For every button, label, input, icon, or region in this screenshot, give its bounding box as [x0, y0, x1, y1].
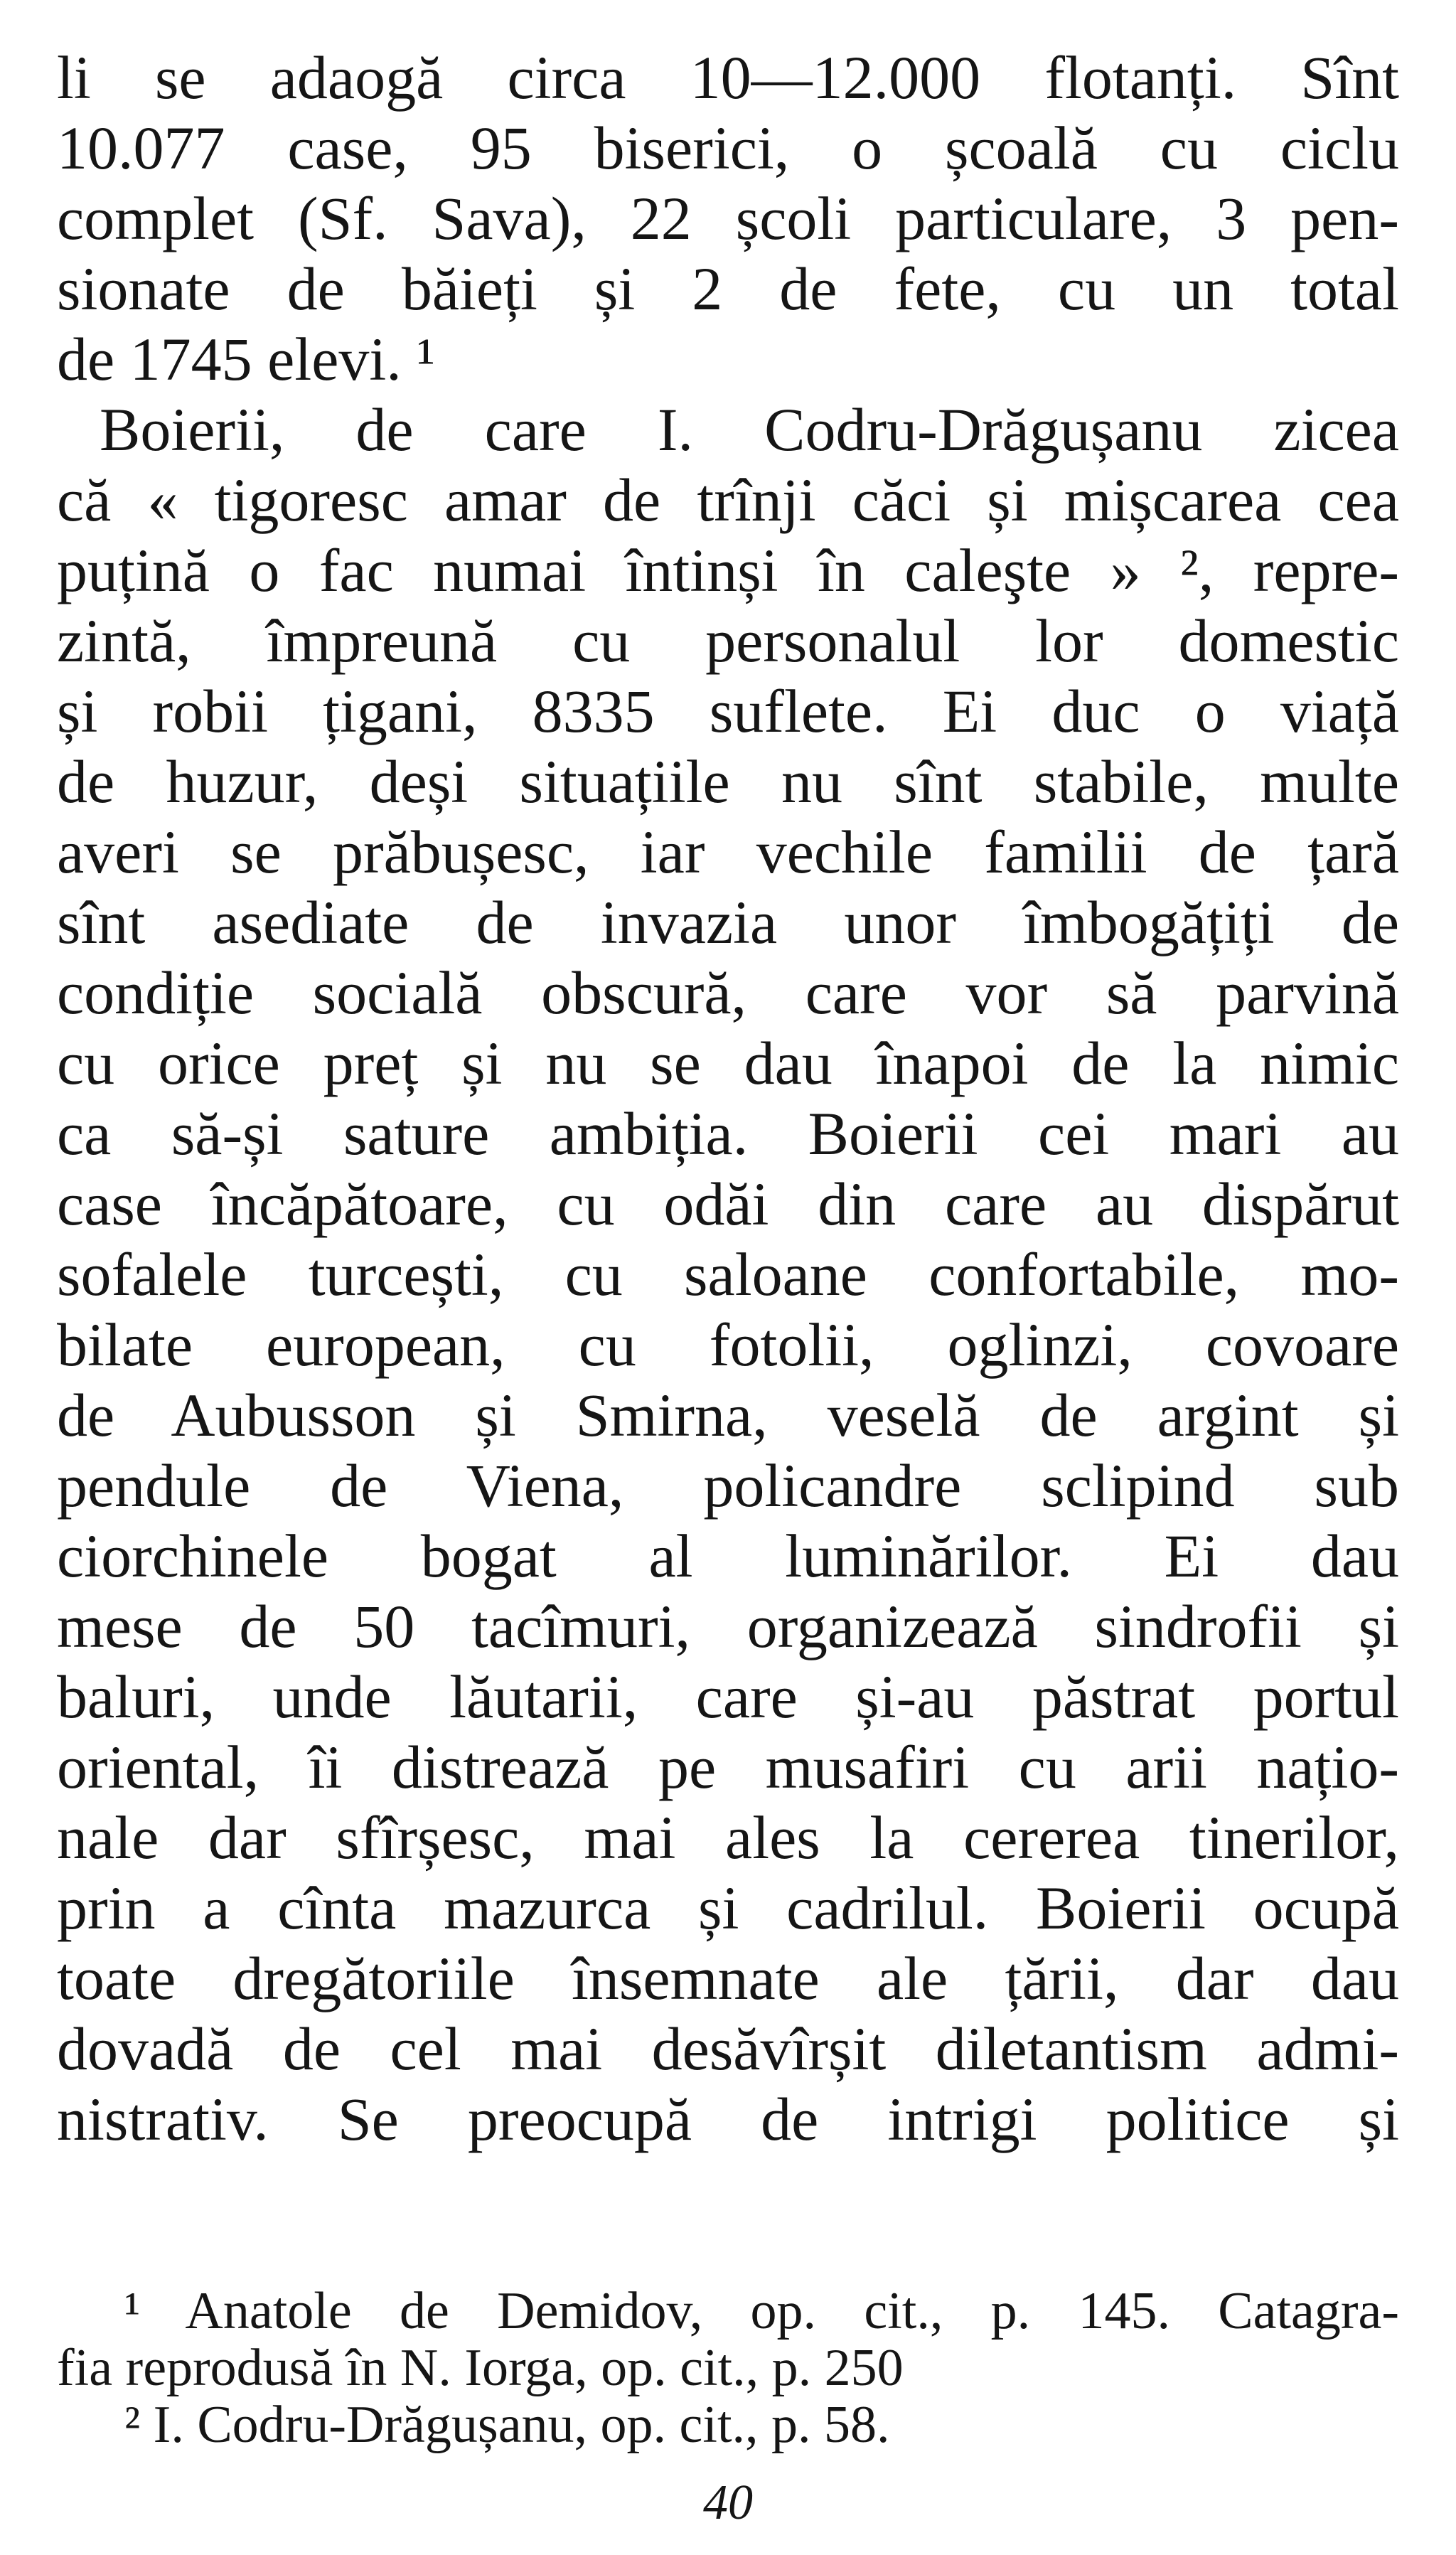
body-line-12: averi se prăbușesc, iar vechile familii de țară — [57, 818, 1399, 886]
body-line-15: cu orice preț și nu se dau înapoi de la nimic — [57, 1029, 1399, 1097]
footnote-line-2: fia reprodusă în N. Iorga, op. cit., p. 250 — [57, 2339, 904, 2397]
body-line-29: dovadă de cel mai desăvîrșit diletantism admi- — [57, 2015, 1399, 2083]
body-line-26: nale dar sfîrșesc, mai ales la cererea tinerilor, — [57, 1803, 1399, 1872]
body-line-22: ciorchinele bogat al luminărilor. Ei dau — [57, 1522, 1399, 1590]
body-line-6: Boierii, de care I. Codru-Drăgușanu zicea — [100, 395, 1399, 464]
body-line-16: ca să-și sature ambiția. Boierii cei mari au — [57, 1099, 1399, 1168]
body-line-27: prin a cînta mazurca și cadrilul. Boierii ocupă — [57, 1874, 1399, 1942]
body-line-25: oriental, îi distrează pe musafiri cu arii națio- — [57, 1733, 1399, 1801]
body-line-3: complet (Sf. Sava), 22 școli particulare, 3 pen- — [57, 184, 1399, 252]
page-number: 40 — [703, 2475, 753, 2530]
body-line-30: nistrativ. Se preocupă de intrigi politice și — [57, 2085, 1399, 2153]
body-line-11: de huzur, deși situațiile nu sînt stabile, multe — [57, 747, 1399, 816]
body-line-18: sofalele turcești, cu saloane confortabile, mo- — [57, 1240, 1399, 1308]
body-line-14: condiție socială obscură, care vor să parvină — [57, 959, 1399, 1027]
body-line-17: case încăpătoare, cu odăi din care au dispărut — [57, 1170, 1399, 1238]
body-line-9: zintă, împreună cu personalul lor domestic — [57, 607, 1399, 675]
body-line-5: de 1745 elevi. ¹ — [57, 325, 436, 393]
footnote-line-1: ¹ Anatole de Demidov, op. cit., p. 145. Catagra- — [124, 2282, 1399, 2340]
body-line-7: că « tigoresc amar de trînji căci și mișcarea cea — [57, 466, 1399, 534]
footnotes — [57, 2283, 1399, 2453]
book-page — [57, 43, 1399, 2530]
body-line-28: toate dregătoriile însemnate ale țării, dar dau — [57, 1944, 1399, 2012]
footnote-line-3: ² I. Codru-Drăgușanu, op. cit., p. 58. — [124, 2396, 890, 2454]
body-line-10: și robii țigani, 8335 suflete. Ei duc o viață — [57, 677, 1399, 745]
body-line-2: 10.077 case, 95 biserici, o școală cu ciclu — [57, 114, 1399, 182]
body-line-23: mese de 50 tacîmuri, organizează sindrofii și — [57, 1592, 1399, 1660]
body-line-8: puțină o fac numai întinși în caleşte » ², repre- — [57, 536, 1399, 604]
body-text — [57, 43, 1399, 2155]
body-line-19: bilate european, cu fotolii, oglinzi, covoare — [57, 1311, 1399, 1379]
body-line-20: de Aubusson și Smirna, veselă de argint și — [57, 1381, 1399, 1449]
body-line-24: baluri, unde lăutarii, care și-au păstrat portul — [57, 1663, 1399, 1731]
body-line-13: sînt asediate de invazia unor îmbogățiți de — [57, 888, 1399, 956]
body-line-4: sionate de băieți și 2 de fete, cu un total — [57, 255, 1399, 323]
body-line-1: li se adaogă circa 10—12.000 flotanți. Sînt — [57, 43, 1399, 112]
body-line-21: pendule de Viena, policandre sclipind sub — [57, 1451, 1399, 1520]
